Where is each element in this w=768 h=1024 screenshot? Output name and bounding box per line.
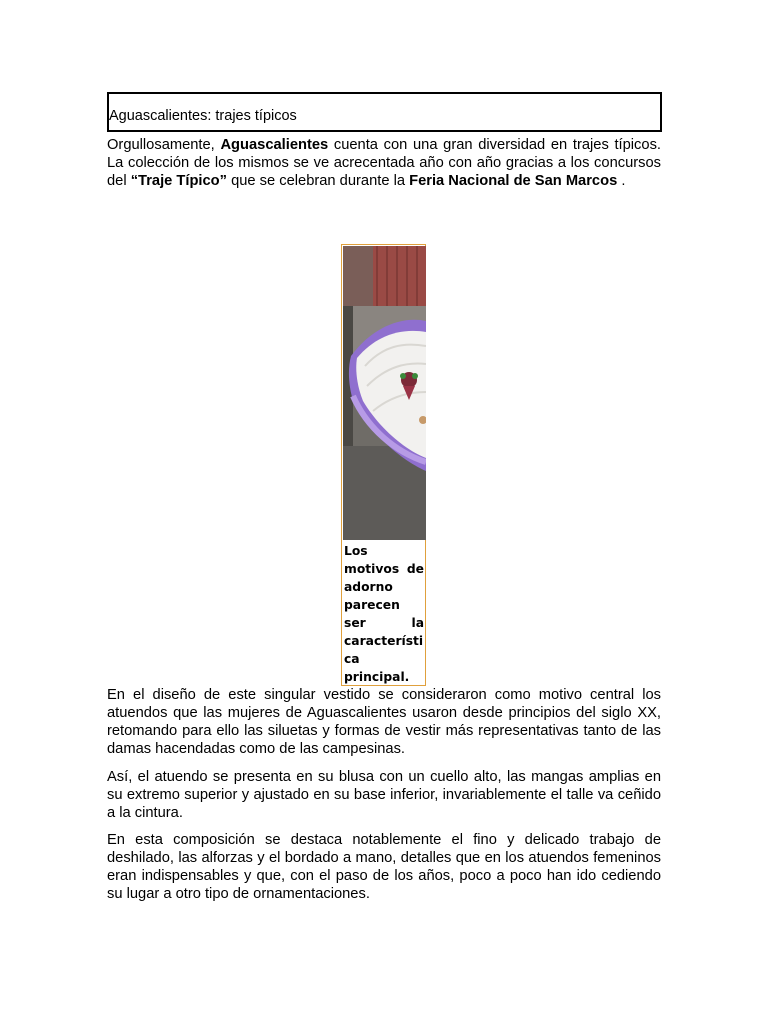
figure-frame xyxy=(341,244,426,686)
intro-text-2: cuenta con una gran diversidad en trajes típicos. La colección de los mismos se ve acrecentada año con año gracias a los concursos del xyxy=(107,137,661,189)
intro-text-3: que se celebran durante la xyxy=(227,173,410,189)
dress-photo xyxy=(343,246,426,540)
intro-paragraph xyxy=(107,136,661,190)
dress-photo-image xyxy=(343,246,426,540)
page-title: Aguascalientes: trajes típicos xyxy=(109,108,297,124)
intro-bold-traje-tipico: “Traje Típico” xyxy=(130,173,227,189)
body-paragraph-1: En el diseño de este singular vestido se consideraron como motivo central los atuendos que las mujeres de Aguascalientes usaron desde principios del siglo XX, retomando para ello las siluetas y formas de vestir más representativas tanto de las damas hacendadas como de las campesinas. xyxy=(107,687,661,757)
intro-bold-aguascalientes: Aguascalientes xyxy=(220,137,329,153)
title-box xyxy=(107,92,662,132)
body-paragraph-2: Así, el atuendo se presenta en su blusa con un cuello alto, las mangas amplias en su extremo superior y ajustado en su base inferior, invariablemente el talle va ceñido a la cintura. xyxy=(107,769,661,821)
body-paragraph-3: En esta composición se destaca notablemente el fino y delicado trabajo de deshilado, las alforzas y el bordado a mano, detalles que en los atuendos femeninos eran indispensables y que, con el paso de los años, poco a poco han ido cediendo su lugar a otro tipo de ornamentaciones. xyxy=(107,832,661,902)
intro-bold-feria: Feria Nacional de San Marcos xyxy=(409,173,618,189)
intro-text-1: Orgullosamente, xyxy=(107,137,221,153)
intro-text-4: . xyxy=(617,173,626,189)
photo-caption: Los motivos de adorno parecen ser la característica principal. xyxy=(344,544,424,684)
